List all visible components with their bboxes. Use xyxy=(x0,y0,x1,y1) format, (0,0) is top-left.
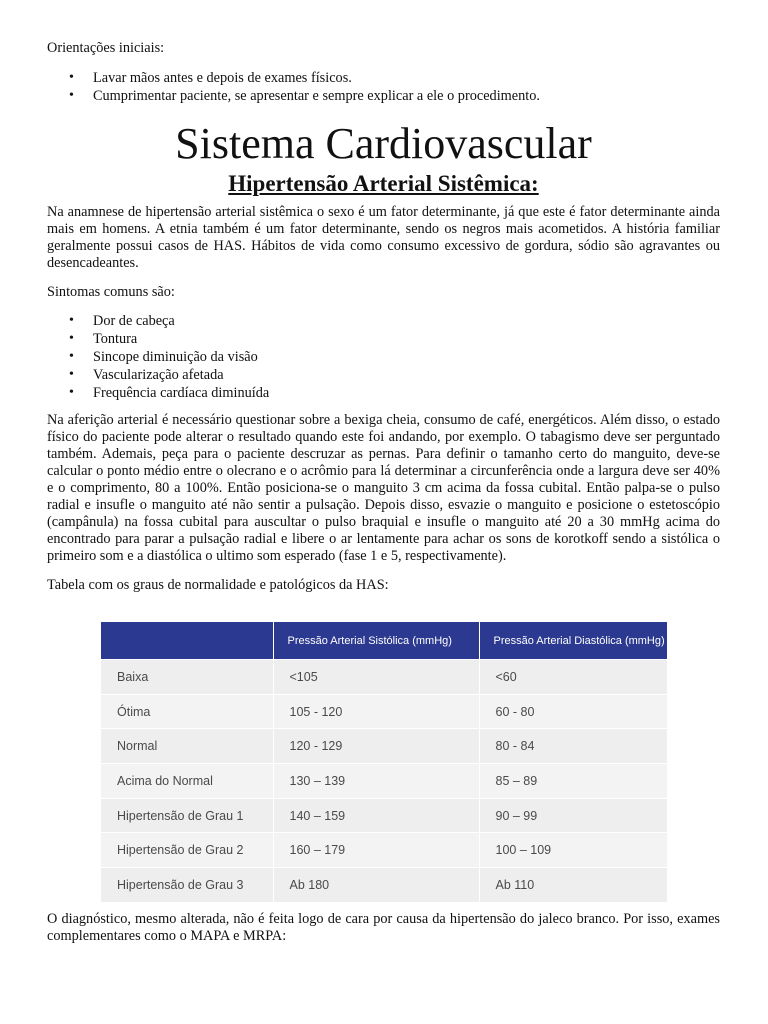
table-cell: <105 xyxy=(273,660,479,695)
table-cell: Ab 110 xyxy=(479,868,667,902)
table-header-row xyxy=(101,622,667,660)
table-cell: Acima do Normal xyxy=(101,764,273,799)
table-cell: 105 - 120 xyxy=(273,694,479,729)
table-cell: Ab 180 xyxy=(273,868,479,902)
table-header-cell: Pressão Arterial Sistólica (mmHg) xyxy=(273,622,479,660)
list-item: • Cumprimentar paciente, se apresentar e sempre explicar a ele o procedimento. xyxy=(47,87,720,105)
has-grades-table xyxy=(101,622,667,902)
list-item: • Lavar mãos antes e depois de exames físicos. xyxy=(47,69,720,87)
table-cell: 140 – 159 xyxy=(273,798,479,833)
table-cell: <60 xyxy=(479,660,667,695)
table-cell: 80 - 84 xyxy=(479,729,667,764)
table-cell: 60 - 80 xyxy=(479,694,667,729)
table-cell: Ótima xyxy=(101,694,273,729)
table-cell: Hipertensão de Grau 1 xyxy=(101,798,273,833)
intro-list xyxy=(47,69,720,105)
list-item: • Dor de cabeça xyxy=(47,312,720,330)
table-cell: Hipertensão de Grau 3 xyxy=(101,868,273,902)
table-cell: 90 – 99 xyxy=(479,798,667,833)
symptoms-heading: Sintomas comuns são: xyxy=(47,284,175,300)
table-row xyxy=(101,694,667,729)
has-grades-table-wrap xyxy=(101,622,667,902)
anamnesis-paragraph: Na anamnese de hipertensão arterial sistêmica o sexo é um fator determinante, já que este é fator determinante ainda mais em homens. A etnia também é um fator determinante, sendo os negros mais acometidos. A história familiar geralmente possui casos de HAS. Hábitos de vida como consumo excessivo de gordura, sódio são agravantes ou desencadeantes. xyxy=(47,204,720,271)
table-cell: Normal xyxy=(101,729,273,764)
table-header-cell: Pressão Arterial Diastólica (mmHg) xyxy=(479,622,667,660)
table-cell: Hipertensão de Grau 2 xyxy=(101,833,273,868)
table-row xyxy=(101,764,667,799)
table-cell: 100 – 109 xyxy=(479,833,667,868)
measurement-paragraph: Na aferição arterial é necessário questionar sobre a bexiga cheia, consumo de café, energéticos. Além disso, o estado físico do paciente pode alterar o resultado quando este foi andando, por exemplo. O tabagismo deve ser perguntado também. Ademais, peça para o paciente descruzar as pernas. Para definir o tamanho certo do manguito, deve-se calcular o ponto médio entre o olecrano e o acrômio para lá determinar a circunferência onde a largura deve ser 40% e o comprimento, 80 a 100%. Então posiciona-se o manguito 3 cm acima da fossa cubital. Então palpa-se o pulso radial e insufle o manguito até não sentir a pulsação. Depois disso, esvazie o manguito e posicione o estetoscópio (campânula) na fossa cubital para auscultar o pulso braquial e insufle o manguito até 20 a 30 mmHg acima do encontrado para parar a pulsação radial e libere o ar lentamente para achar os sons de korotkoff sendo a sistólica o primeiro som e a diastólica o ultimo som esperado (fase 1 e 5, respectivamente). xyxy=(47,412,720,564)
table-row xyxy=(101,868,667,902)
diagnosis-paragraph: O diagnóstico, mesmo alterada, não é feita logo de cara por causa da hipertensão do jaleco branco. Por isso, exames complementares como o MAPA e MRPA: xyxy=(47,911,720,944)
list-item: • Sincope diminuição da visão xyxy=(47,348,720,366)
table-header-cell xyxy=(101,622,273,660)
table-intro: Tabela com os graus de normalidade e patológicos da HAS: xyxy=(47,577,389,593)
table-cell: 130 – 139 xyxy=(273,764,479,799)
section-heading: Hipertensão Arterial Sistêmica: xyxy=(228,171,539,196)
list-item: • Vascularização afetada xyxy=(47,366,720,384)
page-title: Sistema Cardiovascular xyxy=(175,119,592,168)
table-cell: 120 - 129 xyxy=(273,729,479,764)
list-item: • Tontura xyxy=(47,330,720,348)
table-row xyxy=(101,833,667,868)
table-cell: 85 – 89 xyxy=(479,764,667,799)
table-row xyxy=(101,729,667,764)
symptoms-list xyxy=(47,312,720,402)
table-row xyxy=(101,660,667,695)
document-page xyxy=(47,40,720,944)
intro-heading: Orientações iniciais: xyxy=(47,40,165,56)
table-row xyxy=(101,798,667,833)
table-cell: 160 – 179 xyxy=(273,833,479,868)
table-cell: Baixa xyxy=(101,660,273,695)
list-item: • Frequência cardíaca diminuída xyxy=(47,384,720,402)
